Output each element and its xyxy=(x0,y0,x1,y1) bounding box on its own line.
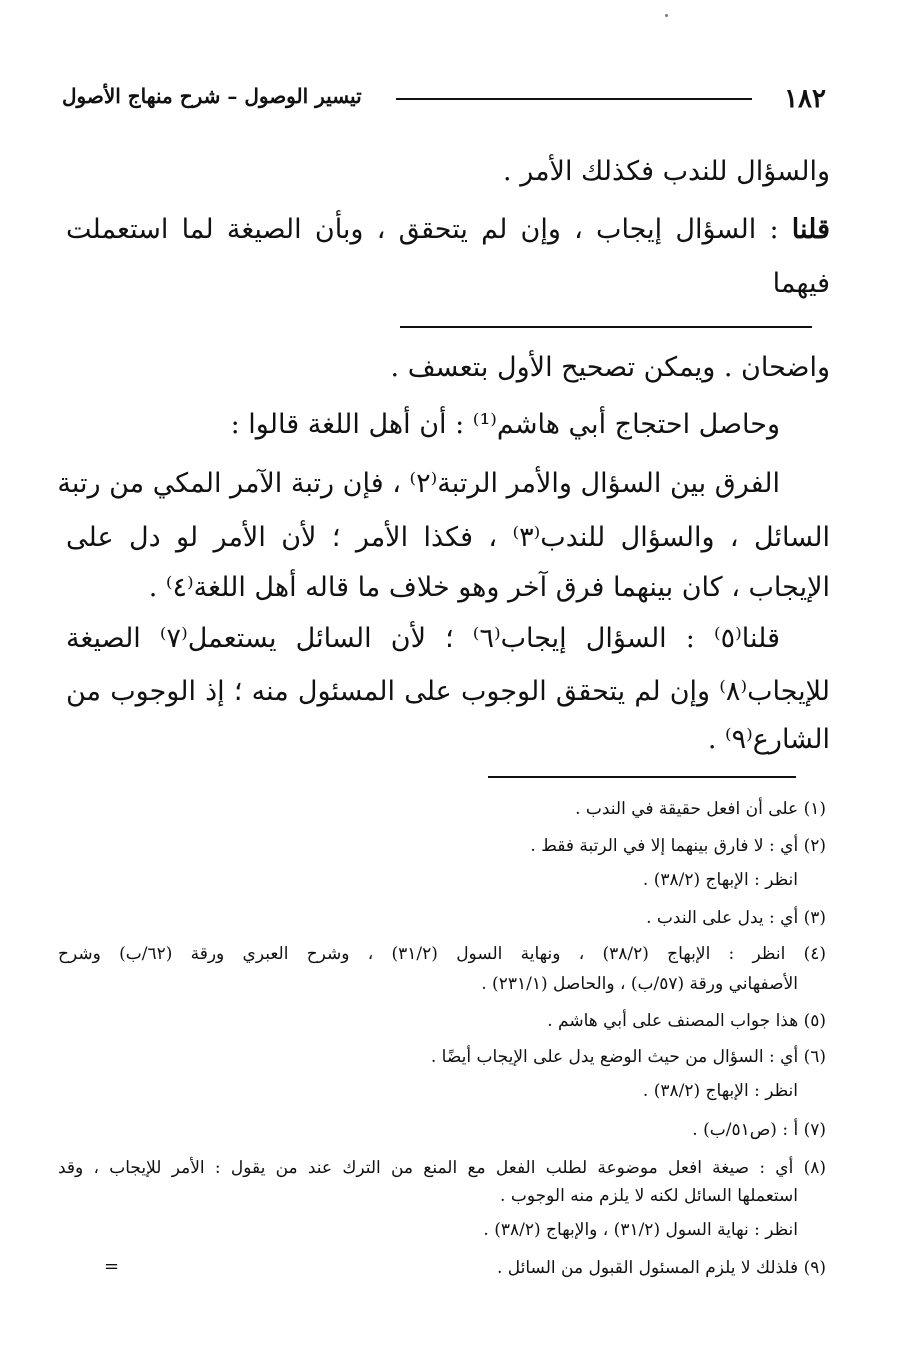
body-line-2-text: : السؤال إيجاب ، وإن لم يتحقق ، وبأن الصيغة لما استعملت xyxy=(66,214,792,245)
body-line-2 xyxy=(66,208,830,252)
footnote-6-ref: انظر : الإبهاج (٣٨/٢) . xyxy=(642,1081,798,1101)
footnote-1: (١) على أن افعل حقيقة في الندب . xyxy=(575,799,826,819)
body-line-9: قلنا⁽٥⁾ : السؤال إيجاب⁽٦⁾ ؛ لأن السائل يستعمل⁽٧⁾ الصيغة xyxy=(66,623,780,654)
qulna-lead: قلنا xyxy=(791,214,830,245)
footnote-7: (٧) أ : (ص٥١/ب) . xyxy=(692,1120,826,1140)
body-line-8: الإيجاب ، كان بينهما فرق آخر وهو خلاف ما قاله أهل اللغة⁽٤⁾ . xyxy=(148,572,830,603)
body-line-4: واضحان . ويمكن تصحيح الأول بتعسف . xyxy=(390,352,830,383)
footnote-6: (٦) أي : السؤال من حيث الوضع يدل على الإيجاب أيضًا . xyxy=(430,1047,826,1067)
scan-dot xyxy=(665,14,668,17)
footnote-2: (٢) أي : لا فارق بينهما إلا في الرتبة فقط . xyxy=(530,836,826,856)
page-header xyxy=(62,80,832,120)
footnote-3: (٣) أي : يدل على الندب . xyxy=(646,908,826,928)
body-line-5: وحاصل احتجاج أبي هاشم⁽¹⁾ : أن أهل اللغة قالوا : xyxy=(230,409,780,440)
header-rule xyxy=(396,98,752,100)
footnote-8: (٨) أي : صيغة افعل موضوعة لطلب الفعل مع المنع من الترك عند من يقول : الأمر للإيجاب ، وقد xyxy=(58,1158,826,1178)
body-line-11: الشارع⁽٩⁾ . xyxy=(707,724,830,755)
footnote-4: (٤) انظر : الإبهاج (٣٨/٢) ، ونهاية السول (٣١/٢) ، وشرح العبري ورقة (٦٢/ب) وشرح xyxy=(58,944,826,964)
body-line-3: فيهما xyxy=(772,268,830,299)
footnote-2-ref: انظر : الإبهاج (٣٨/٢) . xyxy=(642,870,798,890)
footnote-8-ref: انظر : نهاية السول (٣١/٢) ، والإبهاج (٣٨/٢) . xyxy=(483,1220,798,1240)
body-line-1: والسؤال للندب فكذلك الأمر . xyxy=(503,156,830,187)
footnote-9: (٩) فلذلك لا يلزم المسئول القبول من السائل . xyxy=(496,1258,826,1278)
running-title: تيسير الوصول – شرح منهاج الأصول xyxy=(62,84,362,108)
footnote-8-cont: استعملها السائل لكنه لا يلزم منه الوجوب . xyxy=(500,1186,798,1206)
section-rule xyxy=(400,326,812,328)
body-line-10: للإيجاب⁽٨⁾ وإن لم يتحقق الوجوب على المسئول منه ؛ إذ الوجوب من xyxy=(66,676,830,707)
page-number: ١٨٢ xyxy=(784,84,826,114)
body-line-7: السائل ، والسؤال للندب⁽٣⁾ ، فكذا الأمر ؛ لأن الأمر لو دل على xyxy=(66,522,831,553)
body-line-6: الفرق بين السؤال والأمر الرتبة⁽٢⁾ ، فإن رتبة الآمر المكي من رتبة xyxy=(57,468,780,499)
footnote-4-cont: الأصفهاني ورقة (٥٧/ب) ، والحاصل (٢٣١/١) . xyxy=(481,974,798,994)
stray-mark: = xyxy=(104,1256,120,1277)
footnote-5: (٥) هذا جواب المصنف على أبي هاشم . xyxy=(547,1011,826,1031)
footnote-rule xyxy=(488,776,796,778)
